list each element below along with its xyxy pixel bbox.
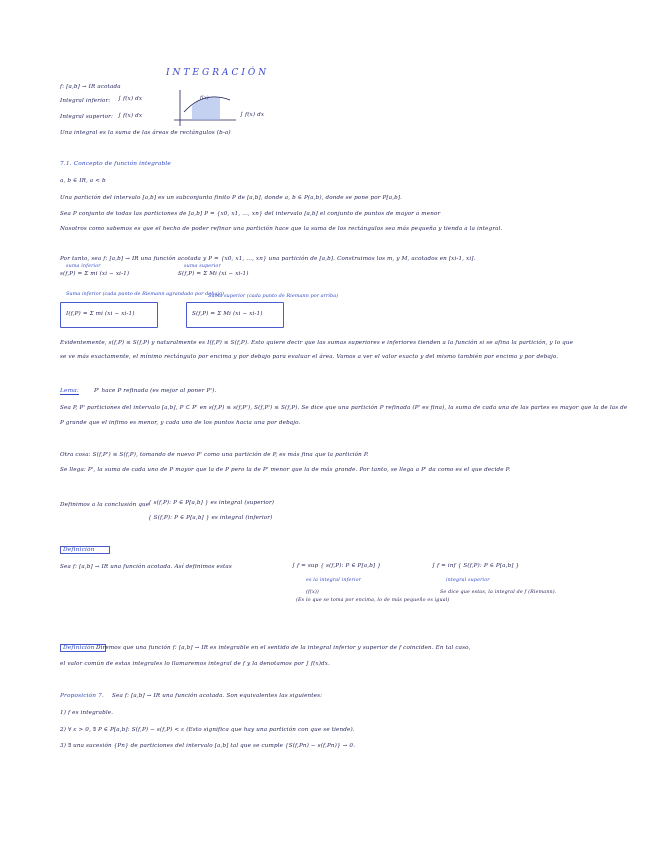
section-1-line-1: a, b ∈ IR, a < b: [60, 178, 106, 184]
intro-line-2: Integral inferior:: [60, 98, 111, 104]
intro-line-1: f: [a,b] → IR acotada: [60, 84, 121, 90]
note-2: (Es lo que se toma por encima, lo de más pequeño es igual): [296, 598, 450, 603]
box-2-formula: S(f,P) = Σ Mi (xi − xi-1): [192, 311, 263, 317]
proposition-heading: Proposición 7.: [60, 693, 104, 699]
intro-integral-lower: ∫ f(x) dx: [118, 96, 143, 102]
lemma-heading: Lema:: [60, 388, 79, 394]
sup-label: es la integral inferior: [306, 578, 362, 583]
sums-line-3: se ve más exactamente, el mínimo rectángulo por encima y por debajo para evaluar el área. Vamos a ver el valor exacto y del mismo también por encima y por debajo.: [60, 354, 559, 360]
section-1-line-4: Nosotros como sabemos es que el hecho de poder refinar una partición hace que la suma de los rectángulos sea más pequeña y tienda a la integral.: [60, 226, 503, 232]
definition-1-line: Sea f: [a,b] → IR una función acotada. Así definimos estas: [60, 564, 232, 570]
intro-integral-upper: ∫ f(x) dx: [118, 113, 143, 119]
inf-label: integral superior: [446, 578, 490, 583]
section-1-heading: 7.1. Concepto de función integrable: [60, 161, 171, 167]
proposition-line-1: Sea f: [a,b] → IR una función acotada. Son equivalentes las siguientes:: [112, 693, 323, 699]
lemma-line-4: Se llega: P', la suma de cada uno de P mayor que la de P pero la de P' menor que la de más grande. Por tanto, se llega a P' da como es el que decide P.: [60, 467, 511, 473]
definition-2-line-1: Diremos que una función f: [a,b] → IR es integrable en el sentido de la integral inferior y superior de f coinciden. En tal caso,: [96, 645, 471, 651]
definition-1-heading: Definición: [60, 546, 110, 554]
sums-line-2: Evidentemente, s(f,P) ≤ S(f,P) y naturalmente es I(f,P) ≤ S(f,P). Esto quiere decir que las sumas superiores e inferiores tienden a la función si se afina la partición, y lo que: [60, 340, 574, 346]
graph-label: f(x): [200, 96, 209, 101]
conclusion-set-2: { S(f,P): P ∈ P[a,b] } es integral (inferior): [148, 515, 273, 521]
sums-line-1: Por tanto, sea f: [a,b] → IR una función acotada y P = {x0, x1, ..., xn} una partición de [a,b]. Construimos los m, y M, acotados en [xi-1, xi].: [60, 256, 476, 262]
lemma-line-1: Sea P, P' particiones del intervalo [a,b], P ⊂ P' en s(f,P) ≤ s(f,P'), S(f,P') ≤ S(f,P). Se dice que una partición P refinada (P' es fina), la suma de cada una de las partes es mayor que la de las de: [60, 405, 628, 411]
upper-sum-label: suma superior: [184, 264, 221, 269]
proposition-line-3: 2) ∀ ε > 0, ∃ P ∈ P[a,b]: S(f,P) − s(f,P) < ε (Esto significa que hay una partición con que se tiende).: [60, 727, 355, 733]
proposition-line-2: 1) f es integrable.: [60, 710, 114, 716]
note-1: (f(x)): [306, 590, 319, 595]
box-2-caption: Suma superior (cada punto de Riemann por arriba): [208, 293, 339, 299]
upper-sum-formula: S(f,P) = Σ Mi (xi − xi-1): [178, 271, 249, 277]
lemma-statement: P' hace P refinada (es mejor al poner P').: [94, 388, 217, 394]
box-1-caption: Suma inferior (cada punto de Riemann agrandado por debajo): [66, 291, 224, 297]
definition-2-heading: Definición: [60, 644, 106, 652]
area-graph: [170, 84, 240, 128]
lemma-line-3: Otra cosa: S(f,P') ≤ S(f,P), tomando de nuevo P' como una partición de P, es más fina que la partición P.: [60, 452, 369, 458]
intro-line-4: Una integral es la suma de las áreas de rectángulos (b-a): [60, 130, 231, 136]
note-3: Se dice que estas, la integral de f (Riemann).: [440, 590, 557, 595]
lower-sum-label: suma inferior: [66, 264, 101, 269]
intro-integral-area: ∫ f(x) dx: [240, 112, 265, 118]
lemma-line-2: P grande que el infimo es menor, y cada uno de los puntos hacia una por debajo.: [60, 420, 301, 426]
box-1-formula: I(f,P) = Σ mi (xi − xi-1): [66, 311, 135, 317]
conclusion-line: Definimos a la conclusión que: [60, 502, 150, 508]
intro-line-3: Integral superior:: [60, 114, 113, 120]
section-1-line-3: Sea P conjunto de todas las particiones de [a,b] P = {x0, x1, ..., xn} del intervalo [a,b] el conjunto de puntos de mayor a menor: [60, 211, 441, 217]
page-title: INTEGRACIÓN: [166, 68, 270, 78]
conclusion-set-1: { s(f,P): P ∈ P[a,b] } es integral (superior): [148, 500, 275, 506]
section-1-line-2: Una partición del intervalo [a,b] es un subconjunto finito P de [a,b], donde a, b ∈ P(a,b), donde se pone por P[a,b].: [60, 195, 403, 201]
proposition-line-4: 3) ∃ una sucesión {Pn} de particiones del intervalo [a,b] tal que se cumple {S(f,Pn) − s(f,Pn)} → 0.: [60, 743, 356, 749]
definition-2-line-2: el valor común de estas integrales lo llamaremos integral de f y la denotamos por ∫ f(x)dx.: [60, 661, 331, 667]
lower-sum-formula: s(f,P) = Σ mi (xi − xi-1): [60, 271, 130, 277]
inf-formula: ∫ f = inf { S(f,P): P ∈ P[a,b] }: [432, 563, 520, 569]
sup-formula: ∫ f = sup { s(f,P): P ∈ P[a,b] }: [292, 563, 381, 569]
